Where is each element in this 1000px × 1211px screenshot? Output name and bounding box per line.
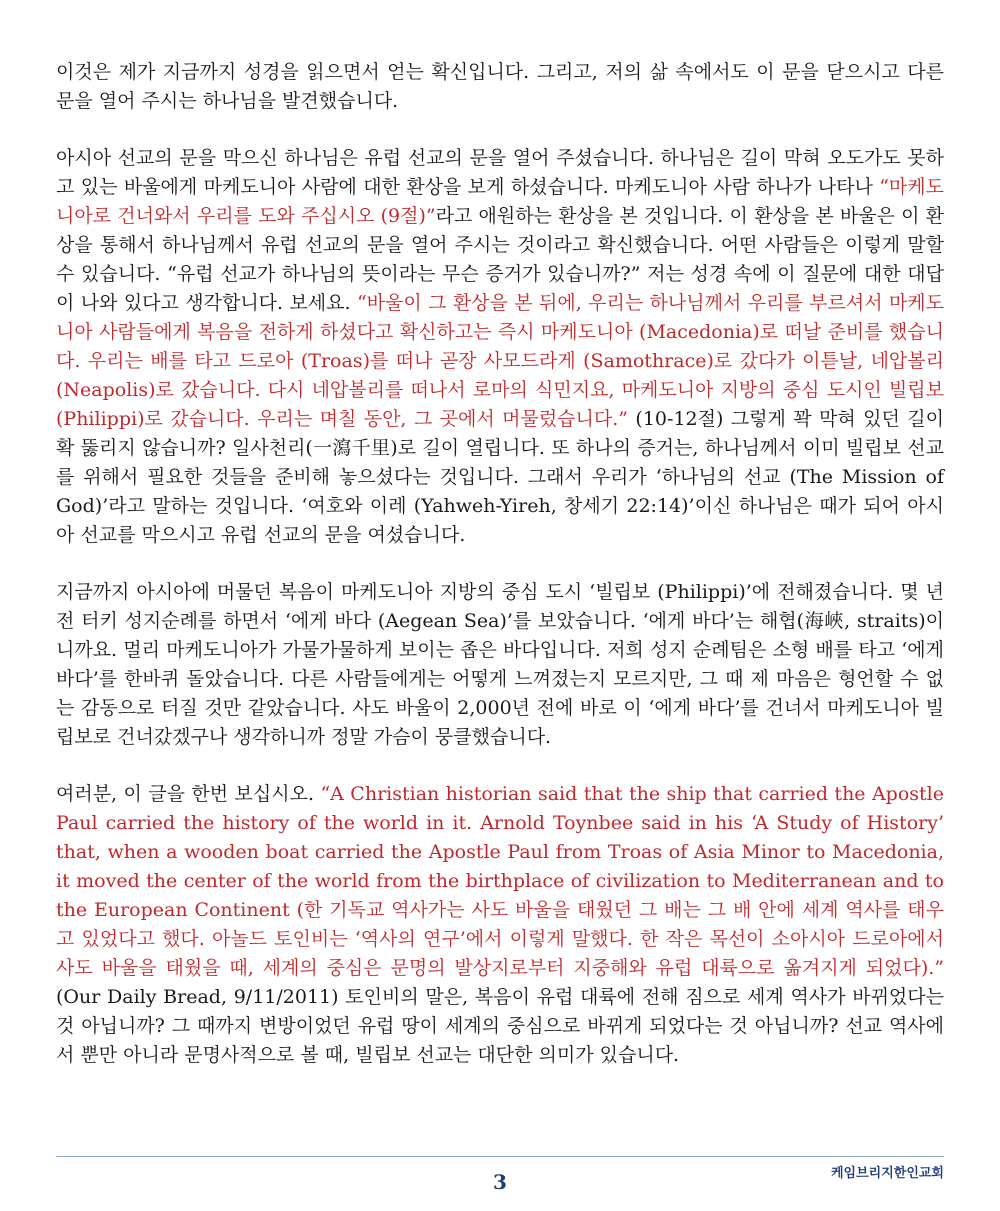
text-run: 이것은 제가 지금까지 성경을 읽으면서 얻는 확신입니다. 그리고, 저의 삶 속에서도 이 문을 닫으시고 다른 문을 열어 주시는 하나님을 발견했습니다.	[56, 61, 944, 112]
footer-divider	[56, 1156, 944, 1157]
text-run: 지금까지 아시아에 머물던 복음이 마케도니아 지방의 중심 도시 ‘빌립보 (Philippi)’에 전해졌습니다. 몇 년 전 터키 성지순례를 하면서 ‘에게 바다 (Aegean Sea)’를 보았습니다. ‘에게 바다’는 해협(海峽, straits)이니까요. 멀리 마케도니아가 가물가물하게 보이는 좁은 바다입니다. 저희 성지 순례팀은 소형 배를 타고 ‘에게 바다’를 한바퀴 돌았습니다. 다른 사람들에게는 어떻게 느껴졌는지 모르지만, 그 때 제 마음은 형언할 수 없는 감동으로 터질 것만 같았습니다. 사도 바울이 2,000년 전에 바로 이 ‘에게 바다’를 건너서 마케도니아 빌립보로 건너갔겠구나 생각하니까 정말 가슴이 뭉클했습니다.	[56, 581, 944, 748]
text-run: (10-12절) 그렇게 꽉 막혀 있던 길이 확 뚫리지 않습니까? 일사천리(一瀉千里)로 길이 열립니다. 또 하나의 증거는, 하나님께서 이미 빌립보 선교를 위해서 필요한 것들을 준비해 놓으셨다는 것입니다. 그래서 우리가 ‘하나님의 선교 (The Mission of God)’라고 말하는 것입니다. ‘여호와 이레 (Yahweh-Yireh, 창세기 22:14)’이신 하나님은 때가 되어 아시아 선교를 막으시고 유럽 선교의 문을 여셨습니다.	[56, 408, 944, 546]
paragraph-1	[56, 58, 944, 116]
page-number: 3	[493, 1170, 507, 1194]
text-run: 아시아 선교의 문을 막으신 하나님은 유럽 선교의 문을 열어 주셨습니다. 하나님은 길이 막혀 오도가도 못하고 있는 바울에게 마케도니아 사람에 대한 환상을 보게 하셨습니다. 마케도니아 사람 하나가 나타나	[56, 147, 944, 198]
church-name: 케임브리지한인교회	[830, 1166, 944, 1181]
text-run: 라고 애원하는 환상을 본 것입니다. 이 환상을 본 바울은 이 환상을 통해서 하나님께서 유럽 선교의 문을 열어 주시는 것이라고 확신했습니다. 어떤 사람들은 이렇게 말할 수 있습니다. “유럽 선교가 하나님의 뜻이라는 무슨 증거가 있습니까?” 저는 성경 속에 이 질문에 대한 대답이 나와 있다고 생각합니다. 보세요.	[56, 205, 945, 314]
text-run: 여러분, 이 글을 한번 보십시오.	[56, 783, 321, 805]
scripture-quote: “바울이 그 환상을 본 뒤에, 우리는 하나님께서 우리를 부르셔서 마케도니아 사람들에게 복음을 전하게 하셨다고 확신하고는 즉시 마케도니아 (Macedonia)로 떠날 준비를 했습니다. 우리는 배를 타고 드로아 (Troas)를 떠나 곧장 사모드라게 (Samothrace)로 갔다가 이튿날, 네압볼리 (Neapolis)로 갔습니다. 다시 네압볼리를 떠나서 로마의 식민지요, 마케도니아 지방의 중심 도시인 빌립보 (Philippi)로 갔습니다. 우리는 며칠 동안, 그 곳에서 머물렀습니다.”	[56, 292, 945, 430]
text-run: (Our Daily Bread, 9/11/2011) 토인비의 말은, 복음이 유럽 대륙에 전해 짐으로 세계 역사가 바뀌었다는 것 아닙니까? 그 때까지 변방이었던 유럽 땅이 세계의 중심으로 바뀌게 되었다는 것 아닙니까? 선교 역사에서 뿐만 아니라 문명사적으로 볼 때, 빌립보 선교는 대단한 의미가 있습니다.	[56, 986, 944, 1066]
paragraph-4	[56, 780, 944, 1070]
scripture-quote: “마케도니아로 건너와서 우리를 도와 주십시오 (9절)”	[56, 176, 944, 227]
page-body	[56, 58, 944, 1070]
paragraph-3	[56, 578, 944, 752]
paragraph-2	[56, 144, 944, 550]
quoted-passage: “A Christian historian said that the ship that carried the Apostle Paul carried the history of the world in it. Arnold Toynbee said in his ‘A Study of History’ that, when a wooden boat carried the Apostle Paul from Troas of Asia Minor to Macedonia, it moved the center of the world from the birthplace of civilization to Mediterranean and to the European Continent (한 기독교 역사가는 사도 바울을 태웠던 그 배는 그 배 안에 세계 역사를 태우고 있었다고 했다. 아놀드 토인비는 ‘역사의 연구’에서 이렇게 말했다. 한 작은 목선이 소아시아 드로아에서 사도 바울을 태웠을 때, 세계의 중심은 문명의 발상지로부터 지중해와 유럽 대륙으로 옮겨지게 되었다).”	[56, 783, 944, 979]
